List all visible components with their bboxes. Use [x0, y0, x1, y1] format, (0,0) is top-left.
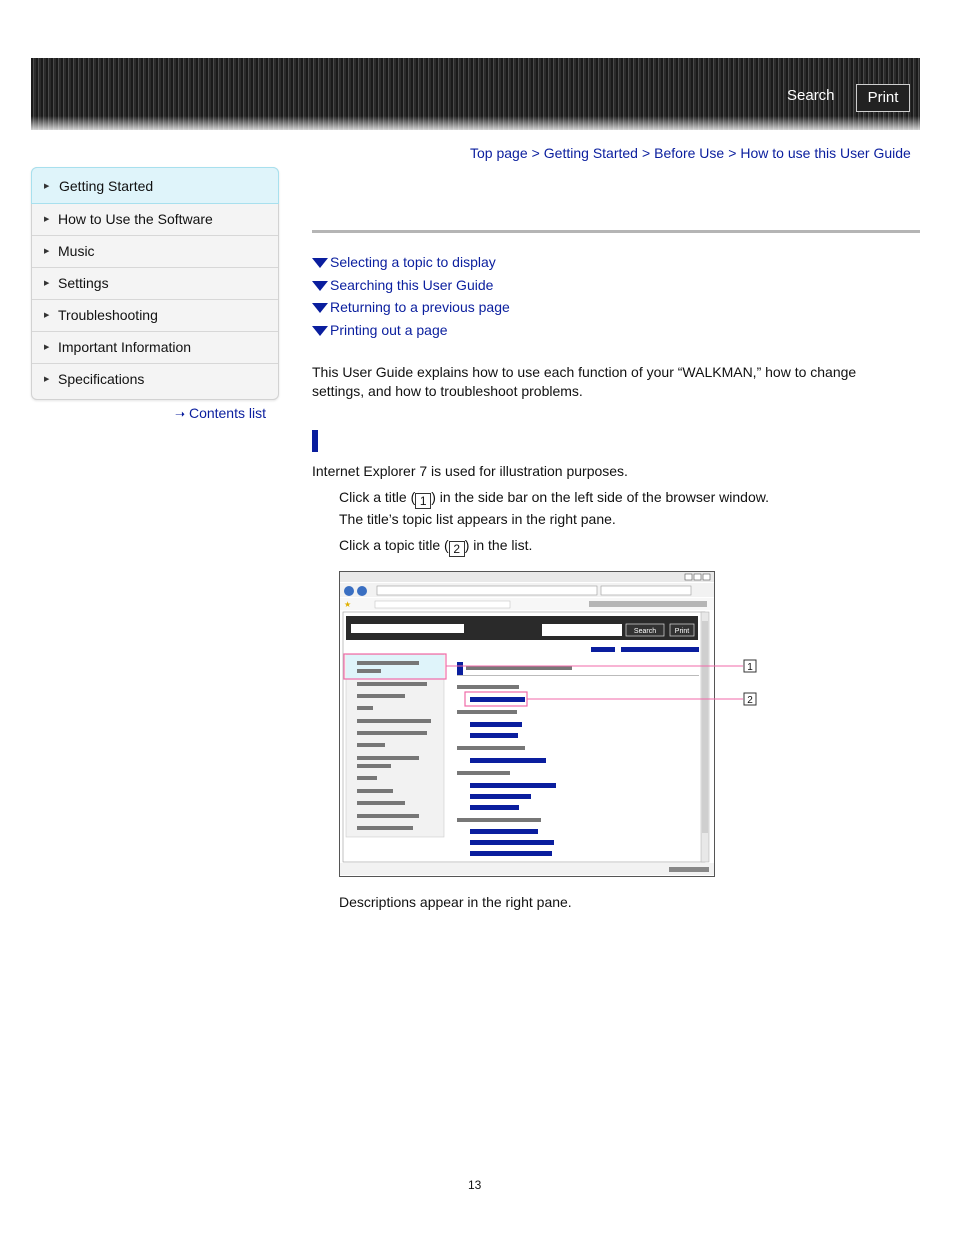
- arrow-right-icon: ➝: [175, 407, 186, 421]
- sidebar-item-label: Music: [58, 243, 95, 259]
- browser-title-bar: [340, 572, 714, 582]
- step-2-after: ) in the list.: [464, 537, 533, 553]
- breadcrumb-getting-started[interactable]: Getting Started: [543, 145, 638, 161]
- sidebar-item-important-information[interactable]: [32, 332, 278, 364]
- mini-breadcrumb: [591, 647, 615, 652]
- triangle-right-icon: ▶: [44, 312, 50, 319]
- sidebar-item-label: Getting Started: [59, 178, 154, 194]
- breadcrumb: [470, 145, 920, 161]
- zoom-indicator: [669, 867, 709, 872]
- toc-link[interactable]: Searching this User Guide: [330, 276, 494, 293]
- toc-item[interactable]: [312, 300, 510, 323]
- breadcrumb-before-use[interactable]: Before Use: [654, 145, 725, 161]
- mini-section-bar: [457, 662, 463, 676]
- mini-title-line: [466, 666, 572, 670]
- print-button[interactable]: Print: [856, 84, 910, 112]
- topic-toc: [312, 255, 510, 345]
- triangle-right-icon: ▶: [44, 248, 50, 255]
- site-search-box: [542, 624, 622, 636]
- breadcrumb-separator: >: [728, 145, 737, 161]
- mini-sidebar-line: [357, 669, 381, 673]
- mini-sidebar-line: [357, 661, 419, 665]
- triangle-down-icon: [312, 258, 328, 268]
- sidebar-item-getting-started[interactable]: [31, 167, 279, 204]
- contents-list-label: Contents list: [188, 405, 266, 421]
- close-icon: [703, 574, 710, 580]
- step-1-before: Click a title (: [339, 489, 416, 505]
- triangle-right-icon: ▶: [44, 216, 50, 223]
- breadcrumb-separator: >: [641, 145, 651, 161]
- toc-link[interactable]: Printing out a page: [330, 321, 448, 338]
- search-link[interactable]: Search: [787, 87, 835, 104]
- sidebar-item-label: Important Information: [58, 339, 192, 355]
- header-banner: [31, 58, 920, 130]
- sidebar-nav: [31, 167, 279, 400]
- triangle-down-icon: [312, 281, 328, 291]
- triangle-down-icon: [312, 326, 328, 336]
- minimize-icon: [685, 574, 692, 580]
- forward-icon: [357, 586, 367, 596]
- sidebar-item-settings[interactable]: [32, 268, 278, 300]
- breadcrumb-top-page[interactable]: Top page: [470, 145, 528, 161]
- toc-link[interactable]: Selecting a topic to display: [330, 254, 496, 270]
- sidebar-item-label: Settings: [58, 275, 109, 291]
- sidebar-item-specifications[interactable]: [32, 364, 278, 399]
- sidebar-item-label: Specifications: [58, 371, 145, 387]
- step-1-result: The title’s topic list appears in the right pane.: [339, 511, 616, 527]
- section-heading-bar: [312, 430, 318, 452]
- step-2-result: Descriptions appear in the right pane.: [339, 894, 572, 910]
- mini-divider: [457, 675, 699, 676]
- tab-strip: [375, 601, 510, 608]
- sidebar-item-label: Troubleshooting: [58, 307, 158, 323]
- intro-paragraph: This User Guide explains how to use each function of your “WALKMAN,” how to change settings, and how to troubleshoot problems.: [312, 364, 857, 399]
- scrollbar-thumb: [702, 621, 708, 833]
- step-1-after: ) in the side bar on the left side of the browser window.: [431, 489, 769, 505]
- toc-link[interactable]: Returning to a previous page: [330, 299, 510, 315]
- status-bar: [340, 863, 714, 875]
- triangle-down-icon: [312, 303, 328, 313]
- mini-breadcrumb: [621, 647, 699, 652]
- maximize-icon: [694, 574, 701, 580]
- illustration-note: Internet Explorer 7 is used for illustration purposes.: [312, 463, 628, 479]
- toolbar-icons: [589, 601, 707, 607]
- page-number: 13: [468, 1178, 482, 1192]
- number-1-icon: 1: [415, 493, 431, 509]
- sidebar-item-music[interactable]: [32, 236, 278, 268]
- triangle-right-icon: ▶: [44, 376, 50, 383]
- toc-item[interactable]: [312, 323, 510, 346]
- site-print-label: Print: [674, 628, 690, 635]
- address-bar: [377, 586, 597, 595]
- back-icon: [344, 586, 354, 596]
- triangle-right-icon: ▶: [44, 183, 50, 190]
- sidebar-item-how-to-use-software[interactable]: [32, 204, 278, 236]
- breadcrumb-current-page[interactable]: How to use this User Guide: [740, 145, 911, 161]
- step-2-text: [339, 537, 532, 557]
- site-logo-area: [351, 624, 464, 633]
- step-1-text: [339, 489, 769, 509]
- callout-number-2: 2: [747, 695, 753, 706]
- browser-illustration: [339, 571, 759, 879]
- mini-sidebar-active: [346, 655, 444, 679]
- sidebar-item-troubleshooting[interactable]: [32, 300, 278, 332]
- contents-list-link[interactable]: [175, 405, 266, 421]
- star-icon: ★: [344, 600, 352, 609]
- breadcrumb-separator: >: [531, 145, 540, 161]
- triangle-right-icon: ▶: [44, 280, 50, 287]
- toc-item[interactable]: [312, 255, 510, 278]
- toc-item[interactable]: [312, 278, 510, 301]
- title-divider: [312, 230, 920, 233]
- step-2-before: Click a topic title (: [339, 537, 449, 553]
- site-search-label: Search: [633, 628, 657, 635]
- callout-number-1: 1: [747, 662, 753, 673]
- search-box: [601, 586, 691, 595]
- triangle-right-icon: ▶: [44, 344, 50, 351]
- sidebar-item-label: How to Use the Software: [58, 211, 213, 227]
- number-2-icon: 2: [449, 541, 465, 557]
